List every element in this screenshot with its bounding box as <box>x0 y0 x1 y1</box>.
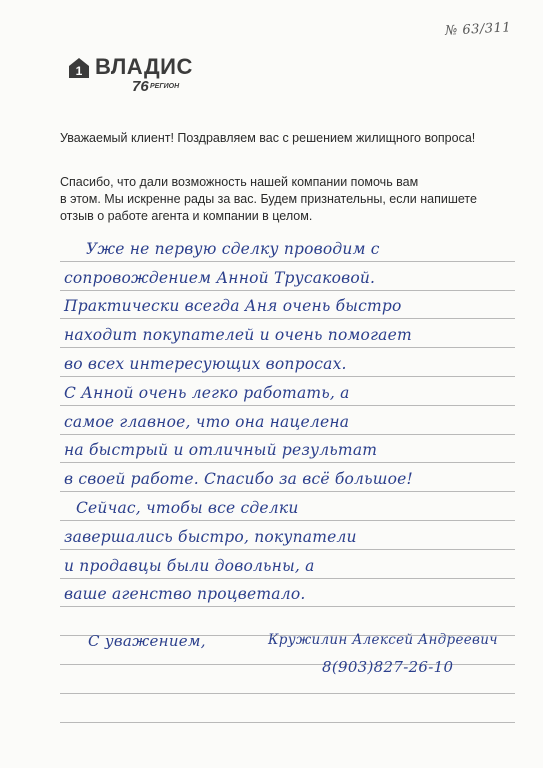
handwritten-line: самое главное, что она нацелена <box>64 413 350 431</box>
ruled-line <box>60 520 515 521</box>
signature-name: Кружилин Алексей Андреевич <box>268 632 498 648</box>
handwritten-line: завершались быстро, покупатели <box>64 528 357 546</box>
thanks-line: отзыв о работе агента и компании в целом. <box>60 209 313 223</box>
ruled-line <box>60 434 515 435</box>
handwritten-line: во всех интересующих вопросах. <box>64 355 347 373</box>
ruled-line <box>60 722 515 723</box>
ruled-line <box>60 578 515 579</box>
handwritten-line: в своей работе. Спасибо за всё большое! <box>64 470 413 488</box>
ruled-line <box>60 405 515 406</box>
ruled-line <box>60 606 515 607</box>
svg-text:1: 1 <box>75 64 83 78</box>
ruled-line <box>60 318 515 319</box>
handwritten-line: и продавцы были довольны, а <box>64 557 315 575</box>
logo-region-number: 76 <box>132 78 149 95</box>
thanks-line: в этом. Мы искренне рады за вас. Будем признательны, если напишете <box>60 192 477 206</box>
handwritten-line: С Анной очень легко работать, а <box>64 384 350 402</box>
ruled-line <box>60 491 515 492</box>
ruled-line <box>60 693 515 694</box>
ruled-line <box>60 261 515 262</box>
reference-number: № 63/311 <box>444 20 512 39</box>
ruled-line <box>60 549 515 550</box>
ruled-line <box>60 347 515 348</box>
logo-name: ВЛАДИС <box>95 54 193 79</box>
signature-closing: С уважением, <box>88 632 206 650</box>
handwritten-line: на быстрый и отличный результат <box>64 441 378 459</box>
handwritten-line: Сейчас, чтобы все сделки <box>76 499 299 517</box>
handwritten-line: Уже не первую сделку проводим с <box>86 240 380 258</box>
logo-region-label: РЕГИОН <box>150 83 180 90</box>
ruled-line <box>60 290 515 291</box>
handwritten-line: Практически всегда Аня очень быстро <box>64 297 402 315</box>
greeting-text: Уважаемый клиент! Поздравляем вас с решением жилищного вопроса! <box>60 131 476 145</box>
handwritten-line: сопровождением Анной Трусаковой. <box>64 269 376 287</box>
thanks-line: Спасибо, что дали возможность нашей компании помочь вам <box>60 175 419 189</box>
ruled-line <box>60 376 515 377</box>
handwritten-line: ваше агенство процветало. <box>64 585 306 603</box>
signature-phone: 8(903)827-26-10 <box>322 658 454 676</box>
ruled-line <box>60 462 515 463</box>
handwritten-line: находит покупателей и очень помогает <box>64 326 412 344</box>
